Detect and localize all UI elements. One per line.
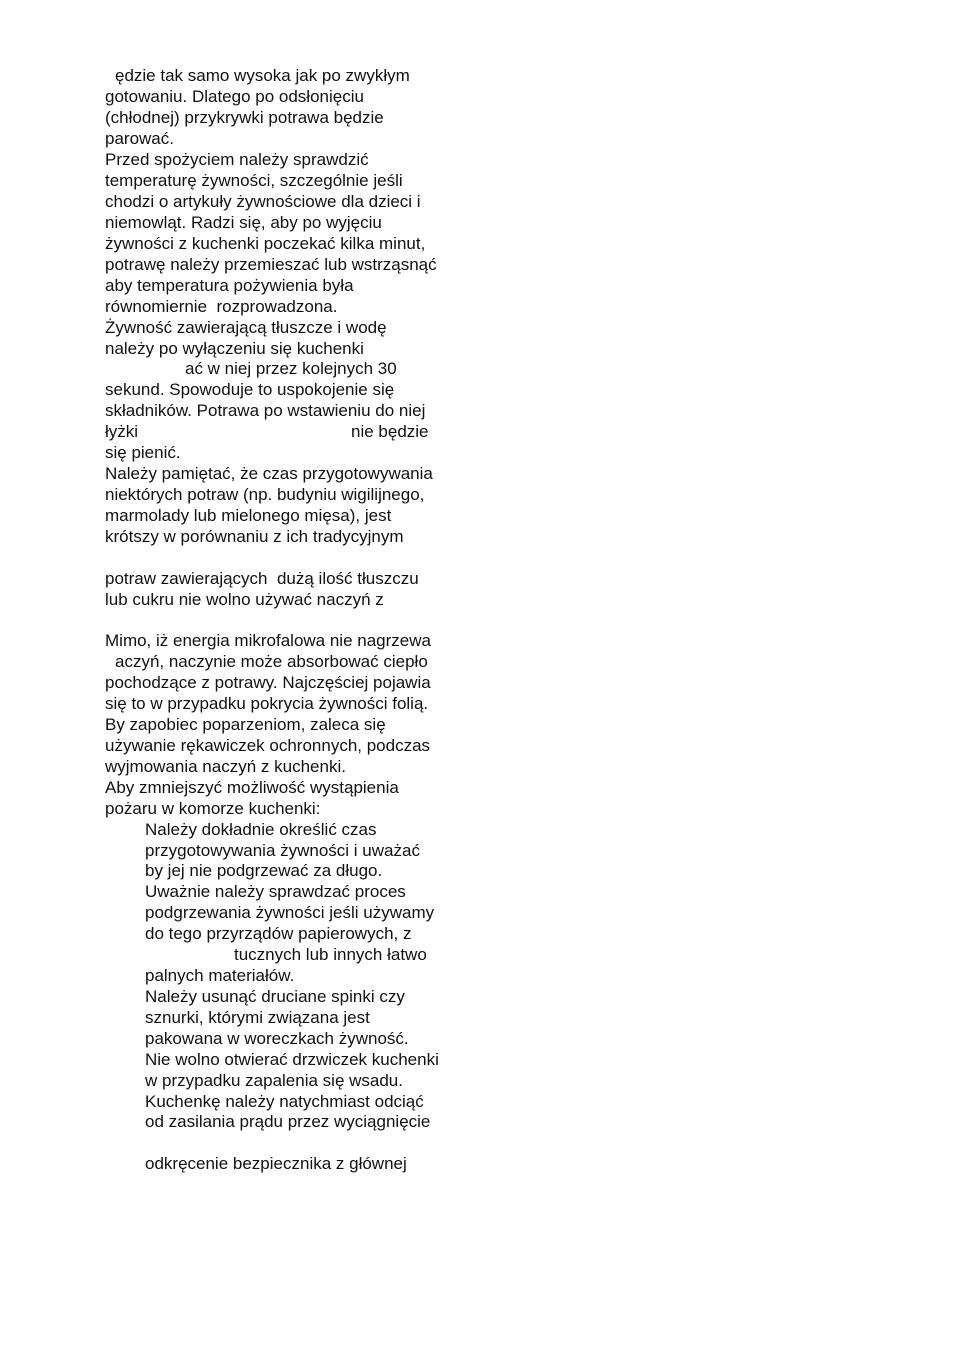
text-line: Należy dokładnie określić czas <box>145 820 377 839</box>
text-line: przygotowywania żywności i uważać <box>145 841 420 860</box>
text-line: nie będzie <box>351 422 429 441</box>
text-line: Kuchenkę należy natychmiast odciąć <box>145 1092 424 1111</box>
text-line: potrawę należy przemieszać lub wstrząsnąć <box>105 255 437 274</box>
text-line: odkręcenie bezpiecznika z głównej <box>145 1154 407 1173</box>
text-line: się pienić. <box>105 443 181 462</box>
text-line: lub cukru nie wolno używać naczyń z <box>105 590 384 609</box>
text-line: potraw zawierających dużą ilość tłuszczu <box>105 569 419 588</box>
text-line: Uważnie należy sprawdzać proces <box>145 882 406 901</box>
text-line: by jej nie podgrzewać za długo. <box>145 861 383 880</box>
text-line: aczyń, naczynie może absorbować ciepło <box>115 652 428 671</box>
text-line: chodzi o artykuły żywnościowe dla dzieci i <box>105 192 421 211</box>
text-line: Należy pamiętać, że czas przygotowywania <box>105 464 433 483</box>
text-line: (chłodnej) przykrywki potrawa będzie <box>105 108 384 127</box>
text-line: do tego przyrządów papierowych, z <box>145 924 412 943</box>
text-line: składników. Potrawa po wstawieniu do niej <box>105 401 426 420</box>
text-line: marmolady lub mielonego mięsa), jest <box>105 506 392 525</box>
text-line: aby temperatura pożywienia była <box>105 276 354 295</box>
text-line: podgrzewania żywności jeśli używamy <box>145 903 435 922</box>
text-line: gotowaniu. Dlatego po odsłonięciu <box>105 87 364 106</box>
text-line: palnych materiałów. <box>145 966 295 985</box>
text-line: By zapobiec poparzeniom, zaleca się <box>105 715 386 734</box>
text-line: Nie wolno otwierać drzwiczek kuchenki <box>145 1050 439 1069</box>
text-line: pożaru w komorze kuchenki: <box>105 799 321 818</box>
text-line: temperaturę żywności, szczególnie jeśli <box>105 171 403 190</box>
text-line: pakowana w woreczkach żywność. <box>145 1029 409 1048</box>
text-line: Aby zmniejszyć możliwość wystąpienia <box>105 778 399 797</box>
text-line: niemowląt. Radzi się, aby po wyjęciu <box>105 213 382 232</box>
text-line: sznurki, którymi związana jest <box>145 1008 370 1027</box>
text-line: żywności z kuchenki poczekać kilka minut, <box>105 234 426 253</box>
text-line: Przed spożyciem należy sprawdzić <box>105 150 369 169</box>
text-line: równomiernie rozprowadzona. <box>105 297 338 316</box>
text-line: Mimo, iż energia mikrofalowa nie nagrzewa <box>105 631 431 650</box>
text-line: sekund. Spowoduje to uspokojenie się <box>105 380 395 399</box>
text-line: należy po wyłączeniu się kuchenki <box>105 339 364 358</box>
text-line: Należy usunąć druciane spinki czy <box>145 987 405 1006</box>
text-line: Żywność zawierającą tłuszcze i wodę <box>105 318 387 337</box>
text-line: parować. <box>105 129 174 148</box>
text-line: niektórych potraw (np. budyniu wigilijnego, <box>105 485 425 504</box>
text-line: w przypadku zapalenia się wsadu. <box>145 1071 403 1090</box>
text-line: krótszy w porównaniu z ich tradycyjnym <box>105 527 404 546</box>
text-line: ędzie tak samo wysoka jak po zwykłym <box>115 66 410 85</box>
text-line: łyżki <box>105 422 139 441</box>
text-line: od zasilania prądu przez wyciągnięcie <box>145 1112 431 1131</box>
text-line: tucznych lub innych łatwo <box>234 945 427 964</box>
text-line: się to w przypadku pokrycia żywności folią. <box>105 694 429 713</box>
text-line: używanie rękawiczek ochronnych, podczas <box>105 736 431 755</box>
text-line: wyjmowania naczyń z kuchenki. <box>105 757 346 776</box>
text-line: pochodzące z potrawy. Najczęściej pojawia <box>105 673 431 692</box>
text-line: ać w niej przez kolejnych 30 <box>185 359 397 378</box>
